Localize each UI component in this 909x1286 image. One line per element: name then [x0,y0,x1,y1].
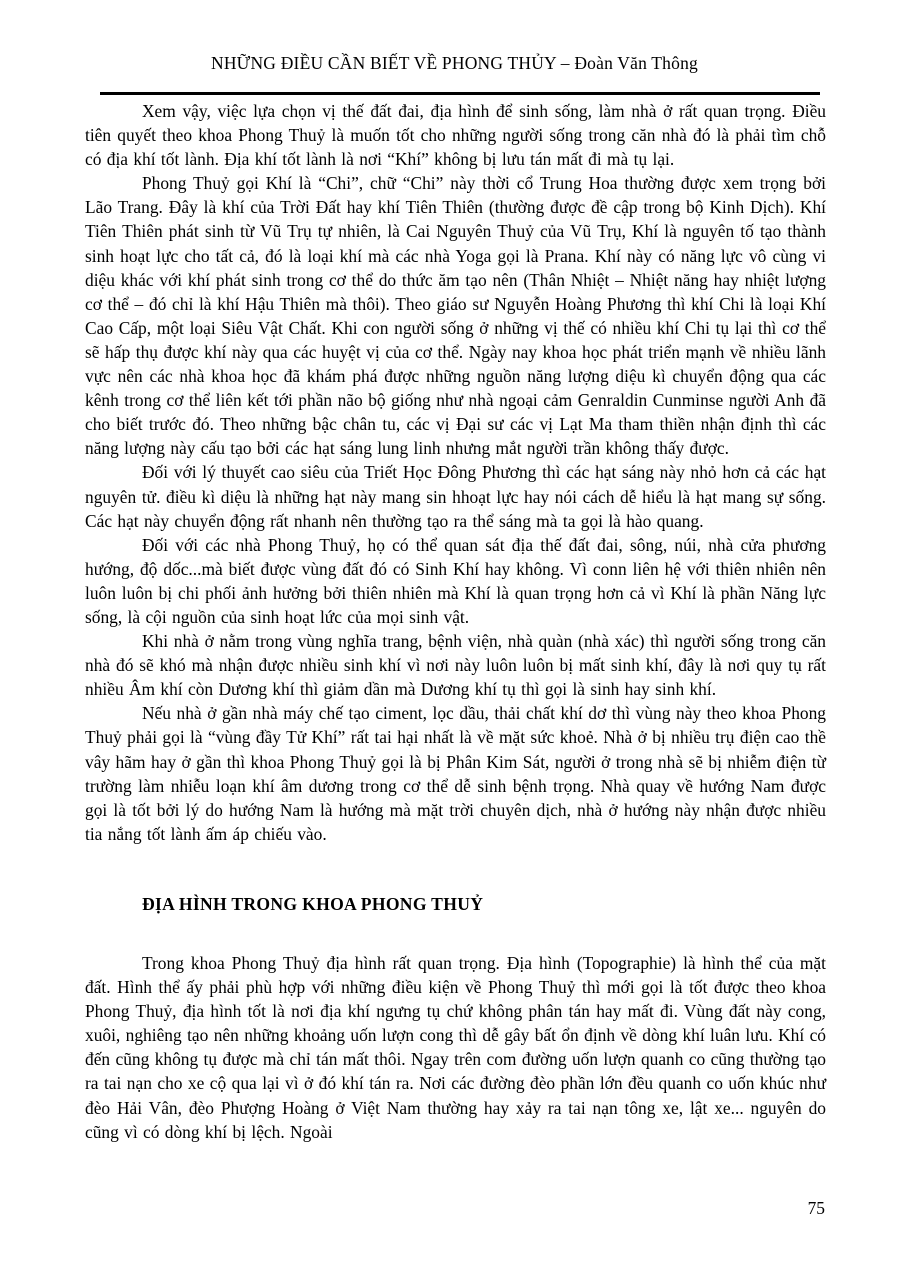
paragraph: Đối với các nhà Phong Thuỷ, họ có thể quan sát địa thế đất đai, sông, núi, nhà cửa phương hướng, độ dốc...mà biết được vùng đất đó có Sinh Khí hay không. Vì conn liên hệ với thiên nhiên nên luôn luôn bị chi phối ảnh hưởng bởi thiên nhiên mà Khí là quan trọng hơn cả vì Khí là phần Năng lực sống, là cội nguồn của sinh hoạt lức của mọi sinh vật. [85,534,826,627]
document-body [85,99,826,1144]
page-number: 75 [807,1198,825,1218]
section-heading: ĐỊA HÌNH TRONG KHOA PHONG THUỶ [142,893,484,914]
paragraph: Phong Thuỷ gọi Khí là “Chi”, chữ “Chi” này thời cổ Trung Hoa thường được xem trọng bởi Lão Trang. Đây là khí của Trời Đất hay khí Tiên Thiên (thường được đề cập trong bộ Kinh Dịch). Khí Tiên Thiên phát sinh từ Vũ Trụ tự nhiên, là Cai Nguyên Thuỷ của Vũ Trụ, Khí là nguyên tố tạo thành sinh hoạt lực cho tất cả, đó là loại khí mà các nhà Yoga gọi là Prana. Khí này có năng lực vô cùng vi diệu khác với khí phát sinh trong cơ thể do thức ăm tạo nên (Thân Nhiệt – Nhiệt năng hay nhiệt lượng cơ thể – đó chỉ là khí Hậu Thiên mà thôi). Theo giáo sư Nguyễn Hoàng Phương thì khí Chi là loại Khí Cao Cấp, một loại Siêu Vật Chất. Khi con người sống ở những vị thế có nhiều khí Chi tụ lại thì cơ thể sẽ hấp thụ được khí này qua các huyệt vị của cơ thể. Ngày nay khoa học phát triển mạnh về nhiều lãnh vực nên các nhà khoa học đã khám phá được những nguồn năng lượng diệu kì chuyển động qua các kênh trong cơ thể liên kết tới phần não bộ giống như nhà ngoại cảm Genraldin Cunminse người Anh đã cho biết trước đó. Theo những bậc chân tu, các vị Đại sư các vị Lạt Ma tham thiền nhận định thì các năng lượng này cấu tạo bởi các hạt sáng lung linh nhưng mắt người trần không thấy được. [85,173,826,459]
paragraph: Nếu nhà ở gần nhà máy chế tạo ciment, lọc dầu, thải chất khí dơ thì vùng này theo khoa Phong Thuỷ phải gọi là “vùng đầy Tử Khí” rất tai hại nhất là về mặt sức khoẻ. Nhà ở bị nhiều trụ điện cao thề vây hãm hay ở gần thì khoa Phong Thuỷ gọi là bị Phân Kim Sát, người ở trong nhà sẽ bị nhiễm điện từ trường làm nhiễu loạn khí âm dương trong cơ thể dễ sinh bệnh trọng. Nhà quay về hướng Nam được gọi là tốt bởi lý do hướng Nam là hướng mà mặt trời chuyên dịch, nhà ở hướng này nhận được nhiều tia nắng tốt lành ấm áp chiếu vào. [85,703,826,844]
paragraph: Xem vậy, việc lựa chọn vị thế đất đai, địa hình để sinh sống, làm nhà ở rất quan trọng. Điều tiên quyết theo khoa Phong Thuỷ là muốn tốt cho những người sống trong căn nhà đó là phải tìm chỗ có địa khí tốt lành. Địa khí tốt lành là nơi “Khí” không bị lưu tán mất đi mà tụ lại. [85,101,826,170]
running-header-title: NHỮNG ĐIỀU CẦN BIẾT VỀ PHONG THỦY – Đoàn Văn Thông [211,53,698,73]
paragraph: Đối với lý thuyết cao siêu của Triết Học Đông Phương thì các hạt sáng này nhỏ hơn cả các hạt nguyên tử. điều kì diệu là những hạt này mang sin hhoạt lực hay nói cách dễ hiểu là hạt mang sự sống. Các hạt này chuyển động rất nhanh nên thường tạo ra thể sáng mà ta gọi là hào quang. [85,462,826,531]
paragraph: Trong khoa Phong Thuỷ địa hình rất quan trọng. Địa hình (Topographie) là hình thể của mặt đất. Hình thể ấy phải phù hợp với những điều kiện về Phong Thuỷ thì mới gọi là tốt được theo khoa Phong Thuỷ, địa hình tốt là nơi địa khí ngưng tụ chứ không phân tán hay mất đi. Vùng đất này cong, xuôi, nghiêng tạo nên những khoảng uốn lượn cong thì dễ gây bất ổn định về dòng khí luân lưu. Khí có đến cũng không tụ được mà chỉ tán mất thôi. Ngay trên com đường uốn lượn quanh co cũng thường tạo ra tai nạn cho xe cộ qua lại vì ở đó khí tán ra. Nơi các đường đèo phần lớn đều quanh co uốn khúc như đèo Hải Vân, đèo Phượng Hoàng ở Việt Nam thường hay xảy ra tai nạn tông xe, lật xe... nguyên do cũng vì có dòng khí bị lệch. Ngoài [85,953,826,1142]
paragraph: Khi nhà ở nằm trong vùng nghĩa trang, bệnh viện, nhà quàn (nhà xác) thì người sống trong căn nhà đó sẽ khó mà nhận được nhiều sinh khí vì nơi này luôn luôn bị mất sinh khí, đây là nơi quy tụ rất nhiều Âm khí còn Dương khí thì giảm dần mà Dương khí tụ thì gọi là sinh hay sinh khí. [85,631,826,700]
header-rule [100,92,820,95]
